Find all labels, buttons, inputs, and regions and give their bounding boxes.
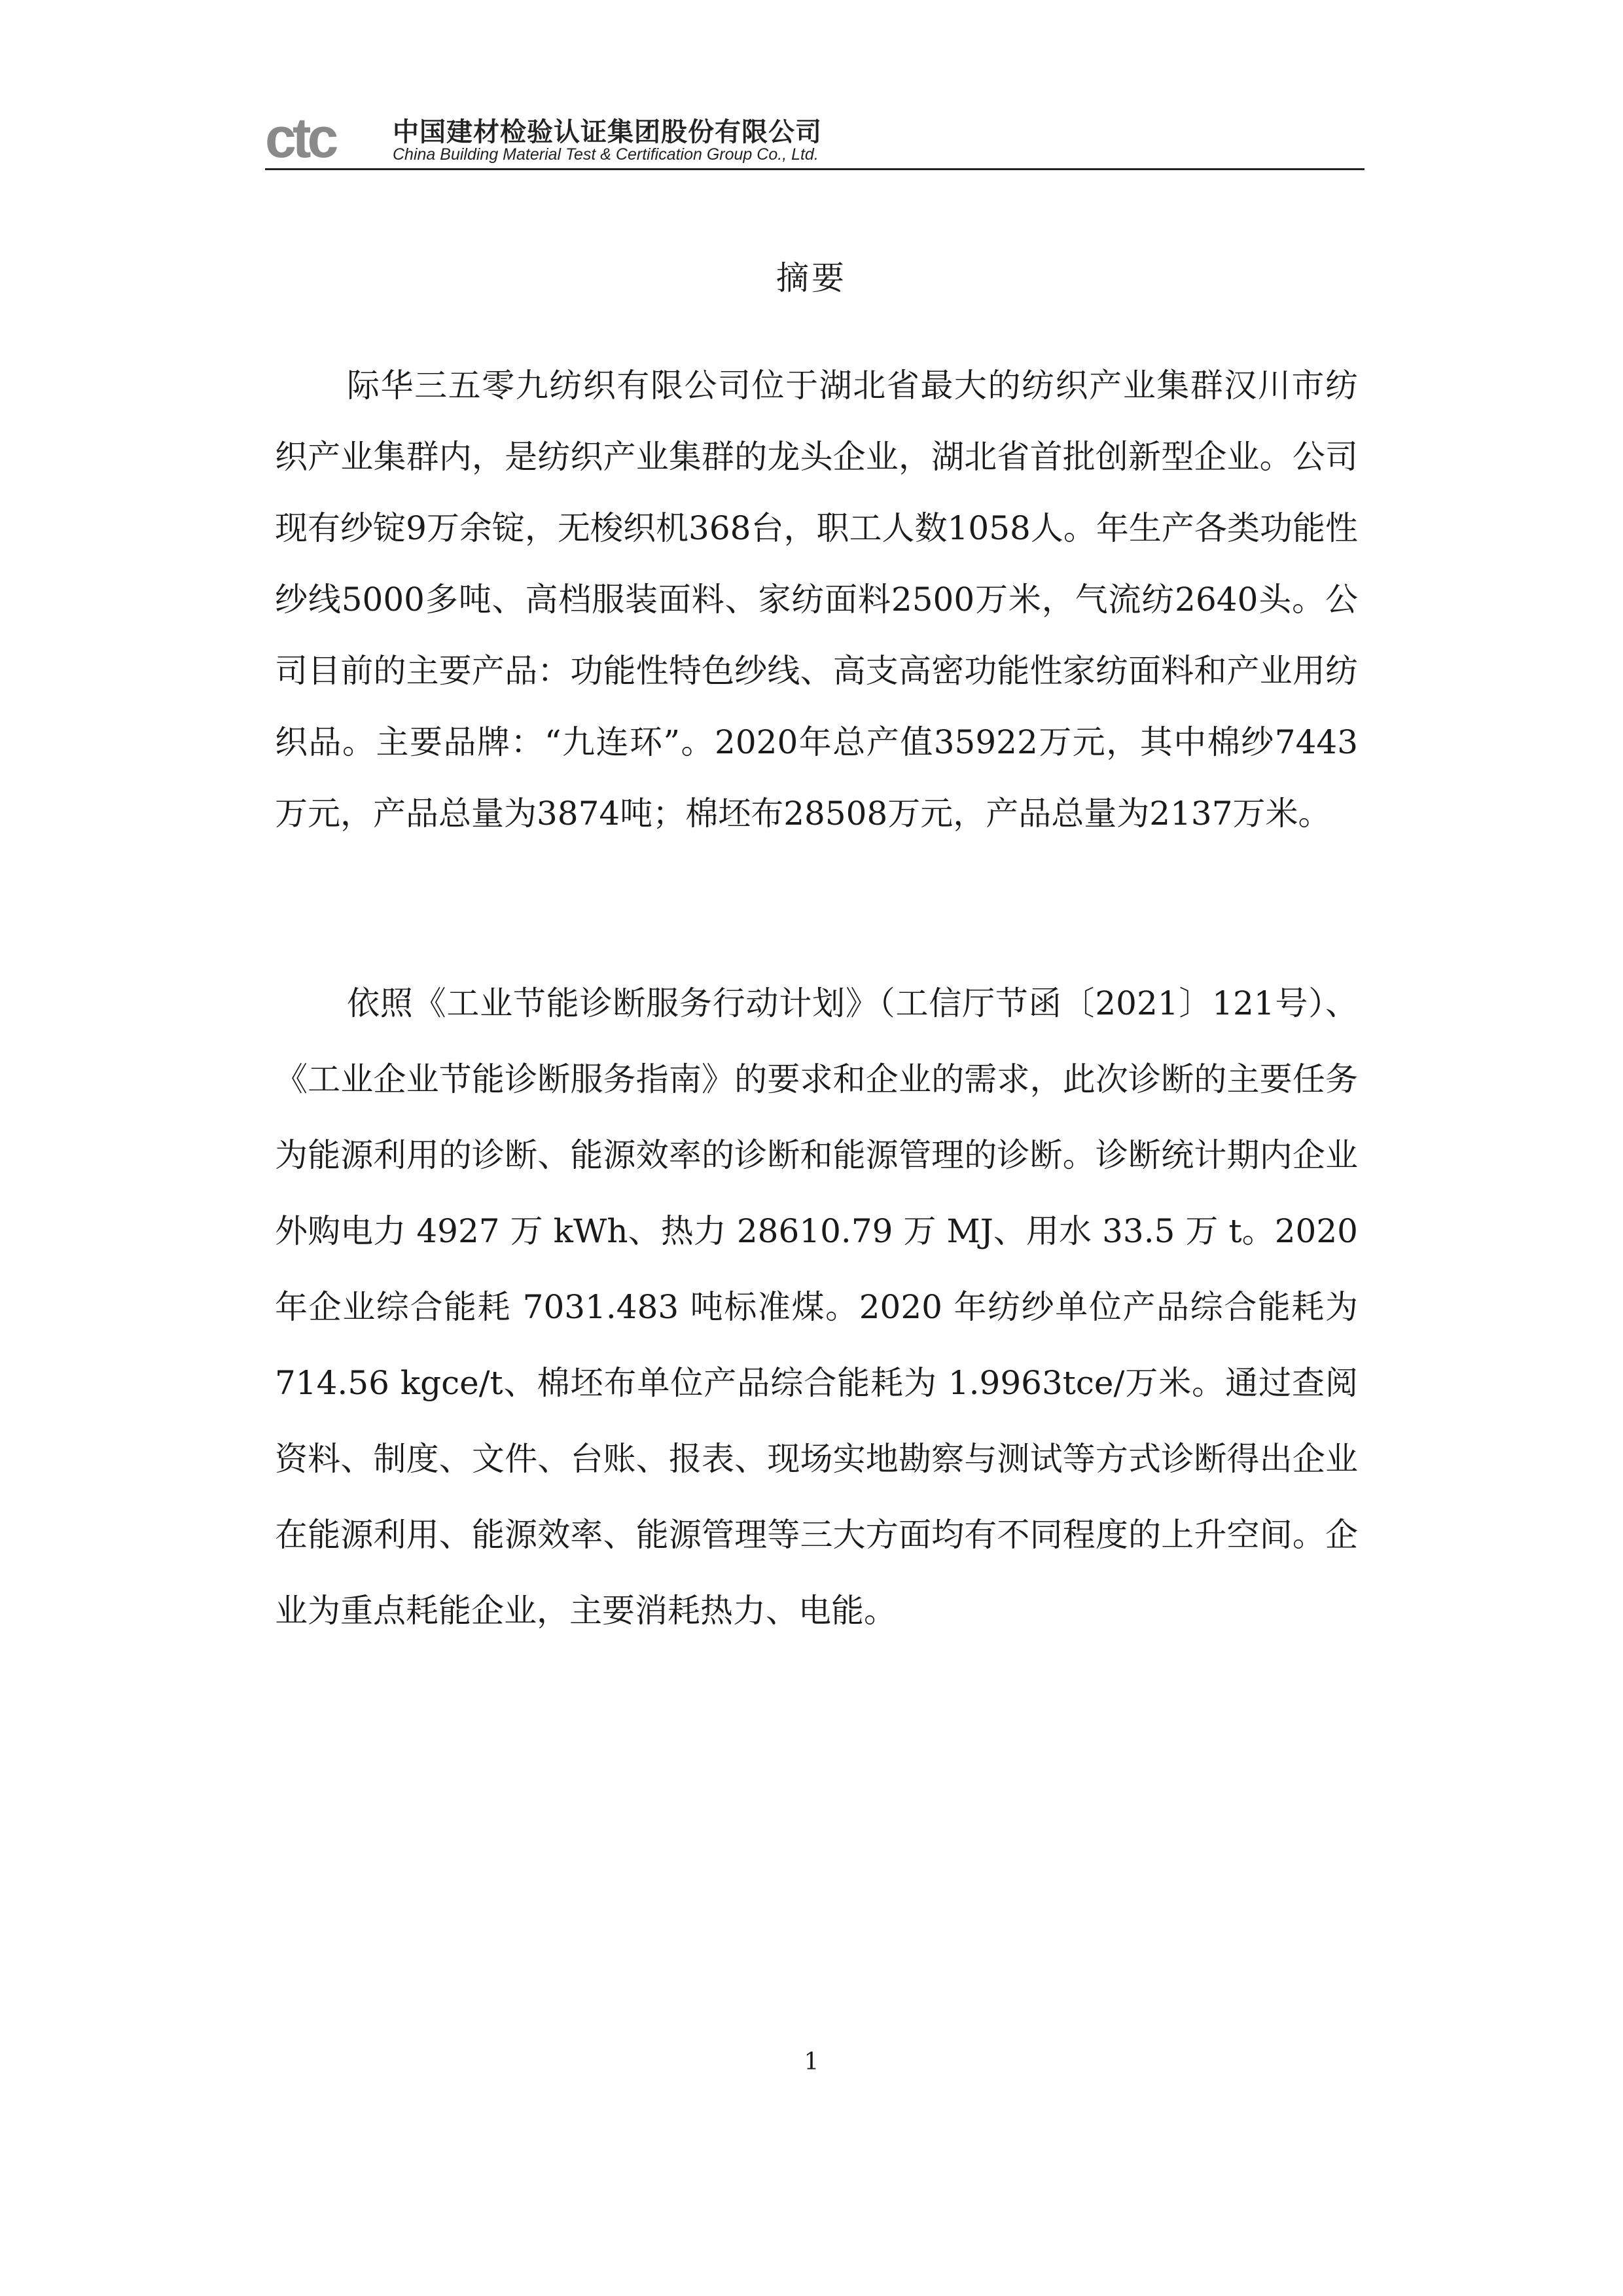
- svg-text:ctc: ctc: [265, 113, 335, 165]
- ctc-logo: [265, 113, 383, 165]
- abstract-paragraph-diagnosis: 依照《工业节能诊断服务行动计划》（工信厅节函〔2021〕121号）、《工业企业节能诊断服务指南》的要求和企业的需求，此次诊断的主要任务为能源利用的诊断、能源效率的诊断和能源管理的诊断。诊断统计期内企业外购电力 4927 万 kWh、热力 28610.79 万 MJ、用水 33.5 万 t。2020 年企业综合能耗 7031.483 吨标准煤。2020 年纺纱单位产品综合能耗为 714.56 kgce/t、棉坯布单位产品综合能耗为 1.9963tce/万米。通过查阅资料、制度、文件、台账、报表、现场实地勘察与测试等方式诊断得出企业在能源利用、能源效率、能源管理等三大方面均有不同程度的上升空间。企业为重点耗能企业，主要消耗热力、电能。: [275, 984, 1358, 1630]
- header-divider: [265, 168, 1364, 170]
- company-name-en: China Building Material Test & Certification Group Co., Ltd.: [393, 145, 819, 164]
- document-header: [265, 105, 1364, 170]
- page-number: 1: [804, 2049, 819, 2075]
- abstract-paragraph-company-overview: 际华三五零九纺织有限公司位于湖北省最大的纺织产业集群汉川市纺织产业集群内，是纺织产业集群的龙头企业，湖北省首批创新型企业。公司现有纱锭9万余锭，无梭织机368台，职工人数1058人。年生产各类功能性纱线5000多吨、高档服装面料、家纺面料2500万米，气流纺2640头。公司目前的主要产品：功能性特色纱线、高支高密功能性家纺面料和产业用纺织品。主要品牌：“九连环”。2020年总产值35922万元，其中棉纱7443万元，产品总量为3874吨；棉坯布28508万元，产品总量为2137万米。: [275, 367, 1358, 833]
- company-name-zh: 中国建材检验认证集团股份有限公司: [393, 117, 822, 147]
- document-title: 摘要: [776, 259, 847, 297]
